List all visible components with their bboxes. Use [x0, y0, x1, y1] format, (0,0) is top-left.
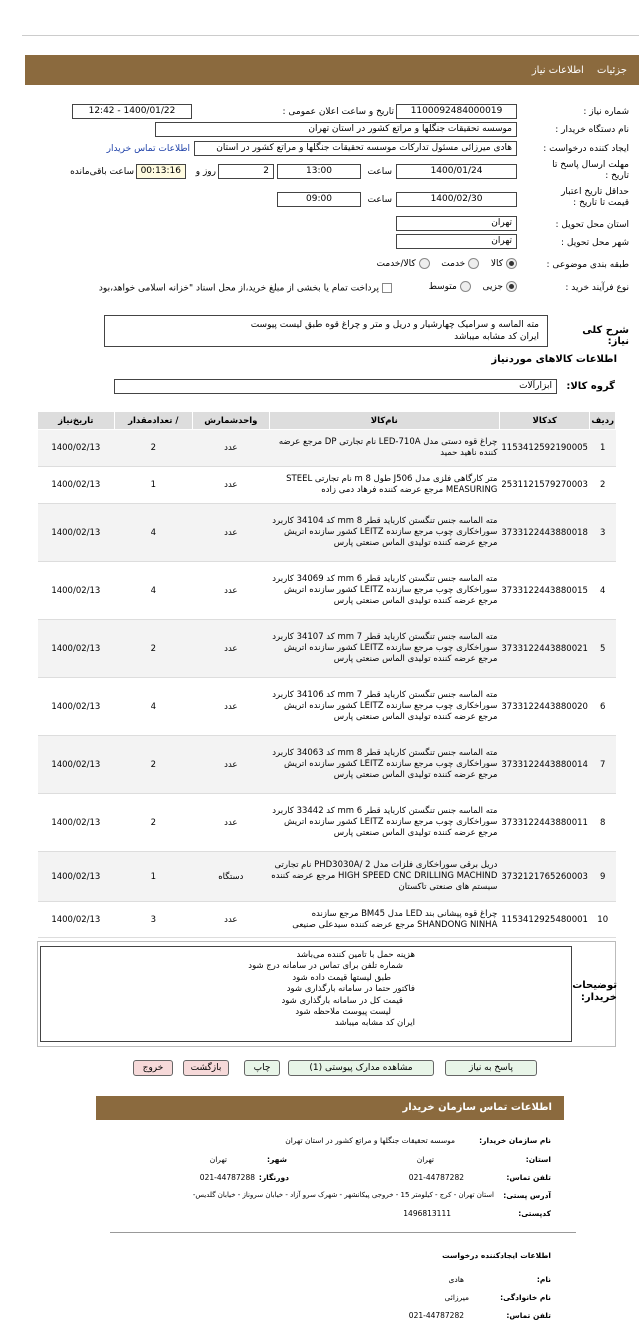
- validity-time-field: 09:00: [277, 192, 361, 207]
- province-c-label: استان:: [525, 1155, 551, 1164]
- org-label: نام سازمان خریدار:: [479, 1136, 551, 1145]
- item-qty: 2: [114, 736, 192, 794]
- name-label: نام:: [536, 1275, 551, 1284]
- buyer-contact-link[interactable]: اطلاعات تماس خریدار: [106, 144, 190, 154]
- creator-phone-value: 021-44787282: [408, 1311, 464, 1320]
- table-row: [38, 504, 616, 562]
- row-index: 4: [590, 562, 616, 620]
- item-date: 1400/02/13: [38, 736, 115, 794]
- item-name: مته الماسه جنس تنگستن کارباید قطر 6 mm کد 34069 کاربرد سوراخکاری چوب مرجع سازنده LEITZ کشور سازنده اتریش مرجع عرضه کننده تولیدی الماس صنعتی پارس: [269, 562, 499, 620]
- row-index: 3: [590, 504, 616, 562]
- item-qty: 4: [114, 678, 192, 736]
- item-qty: 1: [114, 852, 192, 902]
- item-name: مته الماسه جنس تنگستن کارباید قطر 8 mm کد 34104 کاربرد سوراخکاری چوب مرجع سازنده LEITZ کشور سازنده اتریش مرجع عرضه کننده تولیدی الماس صنعتی پارس: [269, 504, 499, 562]
- payment-note-text: پرداخت تمام یا بخشی از مبلغ خرید،از محل اسناد "خزانه اسلامی خواهد،بود: [98, 283, 379, 294]
- item-qty: 3: [114, 902, 192, 938]
- attachments-button[interactable]: مشاهده مدارک پیوستی (1): [288, 1060, 434, 1076]
- item-unit: عدد: [192, 620, 269, 678]
- radio-partial[interactable]: [506, 281, 517, 292]
- row-index: 2: [590, 467, 616, 504]
- remaining-time-field: 00:13:16: [136, 164, 186, 179]
- note-line: طبق لیستها قیمت داده شود: [292, 972, 391, 983]
- postal-label: کدپستی:: [518, 1209, 551, 1218]
- tab-details[interactable]: جزئیات: [597, 65, 627, 76]
- item-code: 3733122443880011: [499, 794, 590, 852]
- validity-label: حداقل تاریخ اعتبار قیمت تا تاریخ :: [561, 187, 629, 208]
- item-code: 3733122443880021: [499, 620, 590, 678]
- item-qty: 2: [114, 794, 192, 852]
- item-code: 3732121765260003: [499, 852, 590, 902]
- item-date: 1400/02/13: [38, 430, 115, 467]
- contact-header: اطلاعات تماس سازمان خریدار: [96, 1096, 564, 1120]
- notes-label: توضیحات خریدار:: [572, 980, 617, 1003]
- item-code: 1153412592190005: [499, 430, 590, 467]
- category-options: [280, 258, 520, 269]
- goods-table: [37, 411, 616, 938]
- row-index: 8: [590, 794, 616, 852]
- family-value: میرزائی: [444, 1293, 469, 1302]
- back-button[interactable]: بازگشت: [183, 1060, 229, 1076]
- table-header-cell: ردیف: [590, 412, 616, 430]
- item-unit: دستگاه: [192, 852, 269, 902]
- summary-box: [104, 315, 548, 347]
- need-number-field: 1100092484000019: [396, 104, 517, 119]
- note-line: شماره تلفن برای تماس در سامانه درج شود: [248, 961, 403, 972]
- item-name: چراغ قوه دستی مدل LED-710A نام تجارتی DP مرجع عرضه کننده ناهید حمید: [269, 430, 499, 467]
- table-header-cell: کدکالا: [499, 412, 590, 430]
- table-row: [38, 678, 616, 736]
- reply-button[interactable]: پاسخ به نیاز: [445, 1060, 537, 1076]
- table-header-row: [38, 412, 616, 430]
- table-header-cell: تاریخ‌نیاز: [38, 412, 115, 430]
- table-row: [38, 562, 616, 620]
- city-field: تهران: [396, 234, 517, 249]
- item-code: 2531121579270003: [499, 467, 590, 504]
- item-unit: عدد: [192, 736, 269, 794]
- item-date: 1400/02/13: [38, 902, 115, 938]
- item-name: مته الماسه جنس تنگستن کارباید قطر 6 mm کد 33442 کاربرد سوراخکاری چوب مرجع سازنده LEITZ کشور سازنده اتریش مرجع عرضه کننده تولیدی الماس صنعتی پارس: [269, 794, 499, 852]
- buyer-field: موسسه تحقیقات جنگلها و مراتع کشور در استان تهران: [155, 122, 517, 137]
- cat-goods-service-label: کالا/خدمت: [376, 259, 416, 269]
- contact-divider: [110, 1232, 576, 1233]
- item-code: 1153412925480001: [499, 902, 590, 938]
- item-date: 1400/02/13: [38, 467, 115, 504]
- province-c-value: تهران: [416, 1155, 434, 1164]
- fax-label: دورنگار:: [258, 1173, 289, 1182]
- payment-checkbox[interactable]: [382, 283, 392, 293]
- creator-field: هادی میرزائی مسئول تدارکات موسسه تحقیقات جنگلها و مراتع کشور در استان: [194, 141, 517, 156]
- summary-line-2: ایران کد مشابه میباشد: [454, 332, 539, 342]
- proc-medium-label: متوسط: [428, 282, 457, 292]
- process-label: نوع فرآیند خرید :: [565, 283, 629, 293]
- validity-date-field: 1400/02/30: [396, 192, 517, 207]
- deadline-time-label: ساعت: [367, 167, 392, 177]
- validity-time-label: ساعت: [367, 195, 392, 205]
- item-code: 3733122443880014: [499, 736, 590, 794]
- item-qty: 4: [114, 562, 192, 620]
- item-unit: عدد: [192, 562, 269, 620]
- item-unit: عدد: [192, 467, 269, 504]
- city-c-value: تهران: [209, 1155, 227, 1164]
- days-field: 2: [218, 164, 274, 179]
- province-field: تهران: [396, 216, 517, 231]
- note-line: هزینه حمل با تامین کننده می‌باشد: [296, 950, 415, 960]
- table-row: [38, 430, 616, 467]
- item-date: 1400/02/13: [38, 562, 115, 620]
- print-button[interactable]: چاپ: [244, 1060, 280, 1076]
- top-divider: [22, 35, 639, 36]
- item-qty: 4: [114, 504, 192, 562]
- remaining-label: ساعت باقی‌مانده: [70, 167, 134, 177]
- table-header-cell: نام‌کالا: [269, 412, 499, 430]
- phone-label: تلفن تماس:: [506, 1173, 551, 1182]
- name-value: هادی: [448, 1275, 464, 1284]
- table-body: [38, 430, 616, 938]
- row-index: 9: [590, 852, 616, 902]
- radio-service[interactable]: [468, 258, 479, 269]
- creator-phone-label: تلفن تماس:: [506, 1311, 551, 1320]
- item-date: 1400/02/13: [38, 852, 115, 902]
- deadline-date-field: 1400/01/24: [396, 164, 517, 179]
- row-index: 1: [590, 430, 616, 467]
- goods-title: اطلاعات کالاهای موردنیاز: [491, 354, 617, 365]
- row-index: 10: [590, 902, 616, 938]
- item-code: 3733122443880018: [499, 504, 590, 562]
- radio-medium[interactable]: [460, 281, 471, 292]
- city-label: شهر محل تحویل :: [560, 238, 629, 248]
- summary-line-1: مته الماسه و سرامیک چهارشیار و دریل و متر و چراغ قوه طبق لیست پیوست: [250, 320, 539, 330]
- row-index: 6: [590, 678, 616, 736]
- table-header-cell: واحدشمارش: [192, 412, 269, 430]
- category-label: طبقه بندی موضوعی :: [546, 260, 629, 270]
- days-label: روز و: [195, 167, 216, 177]
- item-name: متر کارگاهی فلزی مدل J506 طول 8 m نام تجارتی STEEL MEASURING مرجع عرضه کننده فرهاد دمی زاده: [269, 467, 499, 504]
- buyer-label: نام دستگاه خریدار :: [555, 125, 629, 135]
- summary-label: شرح کلی نیاز:: [582, 325, 629, 347]
- item-unit: عدد: [192, 430, 269, 467]
- note-line: فاکتور حتما در سامانه بارگذاری شود: [286, 984, 415, 995]
- table-row: [38, 620, 616, 678]
- item-name: چراغ قوه پیشانی بند LED مدل BM45 مرجع سازنده SHANDONG NINHA مرجع عرضه کننده سیدعلی صنیعی: [269, 902, 499, 938]
- fax-value: 021-44787288: [199, 1173, 255, 1182]
- deadline-time-field: 13:00: [277, 164, 361, 179]
- item-name: مته الماسه جنس تنگستن کارباید قطر 8 mm کد 34063 کاربرد سوراخکاری چوب مرجع سازنده LEITZ کشور سازنده اتریش مرجع عرضه کننده تولیدی الماس صنعتی پارس: [269, 736, 499, 794]
- item-name: مته الماسه جنس تنگستن کارباید قطر 7 mm کد 34106 کاربرد سوراخکاری چوب مرجع سازنده LEITZ کشور سازنده اتریش مرجع عرضه کننده تولیدی الماس صنعتی پارس: [269, 678, 499, 736]
- item-date: 1400/02/13: [38, 794, 115, 852]
- item-qty: 1: [114, 467, 192, 504]
- item-code: 3733122443880020: [499, 678, 590, 736]
- item-unit: عدد: [192, 794, 269, 852]
- table-header-cell: / تعدادمقدار: [114, 412, 192, 430]
- page-header: [25, 55, 639, 85]
- cat-service-label: خدمت: [441, 259, 466, 269]
- item-date: 1400/02/13: [38, 620, 115, 678]
- item-code: 3733122443880015: [499, 562, 590, 620]
- item-qty: 2: [114, 620, 192, 678]
- item-unit: عدد: [192, 504, 269, 562]
- item-name: مته الماسه جنس تنگستن کارباید قطر 7 mm کد 34107 کاربرد سوراخکاری چوب مرجع سازنده LEITZ کشور سازنده اتریش مرجع عرضه کننده تولیدی الماس صنعتی پارس: [269, 620, 499, 678]
- row-index: 7: [590, 736, 616, 794]
- group-field: ابزارآلات: [114, 379, 557, 394]
- note-line: لیست پیوست ملاحظه شود: [295, 1007, 391, 1018]
- deadline-label: مهلت ارسال پاسخ تا تاریخ :: [552, 160, 629, 181]
- table-row: [38, 852, 616, 902]
- note-line: ایران کد مشابه میباشد: [334, 1018, 415, 1029]
- table-row: [38, 794, 616, 852]
- tab-need-info[interactable]: اطلاعات نیاز: [531, 65, 584, 76]
- city-c-label: شهر:: [267, 1155, 287, 1164]
- phone-value: 021-44787282: [408, 1173, 464, 1182]
- cat-goods-label: کالا: [490, 259, 503, 269]
- proc-partial-label: جزیی: [482, 282, 503, 292]
- province-label: استان محل تحویل :: [555, 220, 629, 230]
- announce-field: 1400/01/22 - 12:42: [72, 104, 192, 119]
- table-row: [38, 467, 616, 504]
- creator-label: ایجاد کننده درخواست :: [543, 144, 629, 154]
- radio-goods[interactable]: [506, 258, 517, 269]
- creator-info-title: اطلاعات ایجادکننده درخواست: [442, 1251, 551, 1260]
- notes-box: [40, 946, 572, 1042]
- need-number-label: شماره نیاز :: [583, 107, 629, 117]
- row-index: 5: [590, 620, 616, 678]
- announce-label: تاریخ و ساعت اعلان عمومی :: [282, 107, 394, 117]
- item-unit: عدد: [192, 678, 269, 736]
- table-row: [38, 736, 616, 794]
- postal-value: 1496813111: [403, 1209, 451, 1218]
- item-date: 1400/02/13: [38, 678, 115, 736]
- item-qty: 2: [114, 430, 192, 467]
- group-label: گروه کالا:: [566, 381, 615, 392]
- radio-goods-service[interactable]: [419, 258, 430, 269]
- table-row: [38, 902, 616, 938]
- item-unit: عدد: [192, 902, 269, 938]
- item-date: 1400/02/13: [38, 504, 115, 562]
- address-label: آدرس پستی:: [503, 1191, 551, 1200]
- item-name: دریل برقی سوراخکاری فلزات مدل PHD3030A/ 2 نام تجارتی HIGH SPEED CNC DRILLING MACHIND مرجع عرضه کننده سیستم های صنعتی تاکستان: [269, 852, 499, 902]
- org-value: موسسه تحقیقات جنگلها و مراتع کشور در استان تهران: [285, 1136, 455, 1145]
- process-options: [400, 281, 520, 292]
- exit-button[interactable]: خروج: [133, 1060, 173, 1076]
- note-line: قیمت کل در سامانه بارگذاری شود: [281, 995, 403, 1006]
- payment-note: [55, 283, 395, 294]
- family-label: نام خانوادگی:: [500, 1293, 551, 1302]
- address-value: استان تهران - کرج - کیلومتر 15 - خروجی پیکانشهر - شهرک سرو آزاد - خیابان سروناز - خیابان گلدیس-: [192, 1191, 494, 1199]
